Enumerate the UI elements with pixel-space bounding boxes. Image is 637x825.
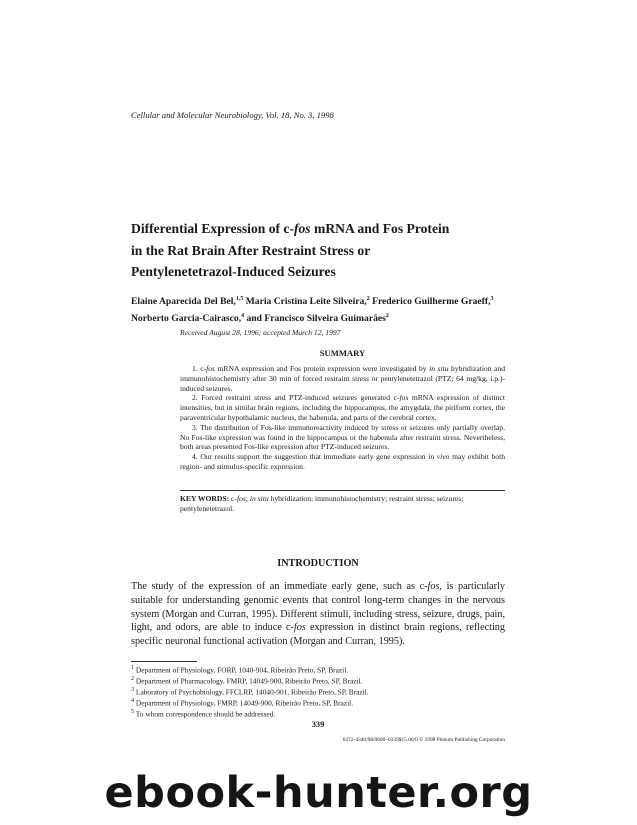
author-name: and Francisco Silveira Guimarães: [244, 313, 386, 325]
title-line-2: in the Rat Brain After Restraint Stress or: [131, 242, 371, 258]
author-name: Maria Cristina Leite Silveira,: [243, 296, 367, 308]
author-affiliation: 3: [490, 296, 494, 302]
footnote: $^2$ Department of Pharmacology, FMRP, 14049-900, Ribeirão Preto, SP, Brazil.: [131, 675, 363, 686]
received-dates: Received August 28, 1996; accepted March 12, 1997: [180, 328, 341, 337]
introduction-body: [131, 580, 505, 649]
author-affiliation: 4: [241, 313, 245, 320]
footnote: $^5$ To whom correspondence should be addressed.: [131, 708, 276, 718]
author-list: [131, 292, 511, 326]
author-affiliation: 2: [366, 296, 370, 302]
copyright-line: 0272-4340/98/0600–0339$15.00/0 © 1998 Plenum Publishing Corporation: [342, 737, 505, 743]
journal-citation: Cellular and Molecular Neurobiology, Vol. 18, No. 3, 1998: [131, 110, 334, 120]
keywords-label: KEY WORDS:: [180, 494, 230, 503]
footnote: $^3$ Laboratory of Psychobiology, FFCLRP, 14040-901, Ribeirão Preto, SP, Brazil.: [131, 686, 369, 697]
keywords: KEY WORDS: c-fos; in situ hybridization; immunohistochemistry; restraint stress; seizures; pentylenetetrazol.: [180, 494, 464, 513]
author-affiliation: 2: [385, 313, 389, 320]
summary-paragraph: 3. The distribution of Fos-like immunoreactivity induced by stress or seizures only partially overlap. No Fos-like expression was found in the hippocampus or the habenula after restraint stress. Nevertheless, both areas presented Fos-like expression after PTZ-induced seizures.: [180, 422, 505, 452]
author-name: Frederico Guilherme Graeff,: [369, 296, 491, 308]
summary-divider: [180, 490, 505, 491]
title-gene-italic: fos: [293, 221, 311, 236]
summary-body: [180, 364, 505, 472]
author-name: Norberto Garcia-Cairasco,: [131, 313, 242, 325]
author-affiliation: 1,5: [235, 296, 244, 302]
summary-heading: SUMMARY: [319, 348, 366, 358]
footnote: $^4$ Department of Physiology, FMRP, 14049-900, Ribeirão Preto, SP, Brazil.: [131, 697, 354, 708]
author-name: Elaine Aparecida Del Bel,: [131, 296, 236, 308]
footnote-divider: [131, 661, 197, 662]
title-text: Differential Expression of c-: [131, 221, 294, 236]
article-title: [131, 218, 531, 283]
title-line-3: Pentylenetetrazol-Induced Seizures: [131, 264, 336, 279]
watermark-text: ebook-hunter.org: [104, 768, 533, 818]
page-number: 339: [311, 720, 325, 729]
summary-paragraph: 2. Forced restraint stress and PTZ-induced seizures generated c-fos mRNA expression of distinct intensities, but in similar brain regions, including the hippocampus, the amygdala, the piriform cortex, the paraventricular hypothalamic nucleus, the habenula, and parts of the cerebral cortex.: [180, 393, 505, 422]
introduction-paragraph: The study of the expression of an immediate early gene, such as c-fos, is particularly suitable for understanding genomic events that control long-term changes in the nervous system (Morgan and Curran, 1995). Different stimuli, including stress, seizure, drugs, pain, light, and odors, are able to induce c-fos expression in distinct brain regions, reflecting specific neuronal functional activation (Morgan and Curran, 1995).: [131, 581, 505, 648]
footnote: $^1$ Department of Physiology, FORP, 1040-904, Ribeirão Preto, SP, Brazil.: [131, 665, 349, 675]
summary-paragraph: 4. Our results support the suggestion that immediate early gene expression in vivo may exhibit both region- and stimulus-specific expression.: [180, 452, 505, 471]
footnotes: [131, 664, 505, 718]
title-text: mRNA and Fos Protein: [310, 221, 450, 236]
introduction-heading: INTRODUCTION: [277, 558, 359, 569]
summary-paragraph: 1. c-fos mRNA expression and Fos protein expression were investigated by in situ hybridization and immunohistochemistry after 30 min of forced restraint stress or pentylenetetrazol (PTZ; 64 mg/kg, i.p.)-induced seizures.: [180, 364, 505, 393]
